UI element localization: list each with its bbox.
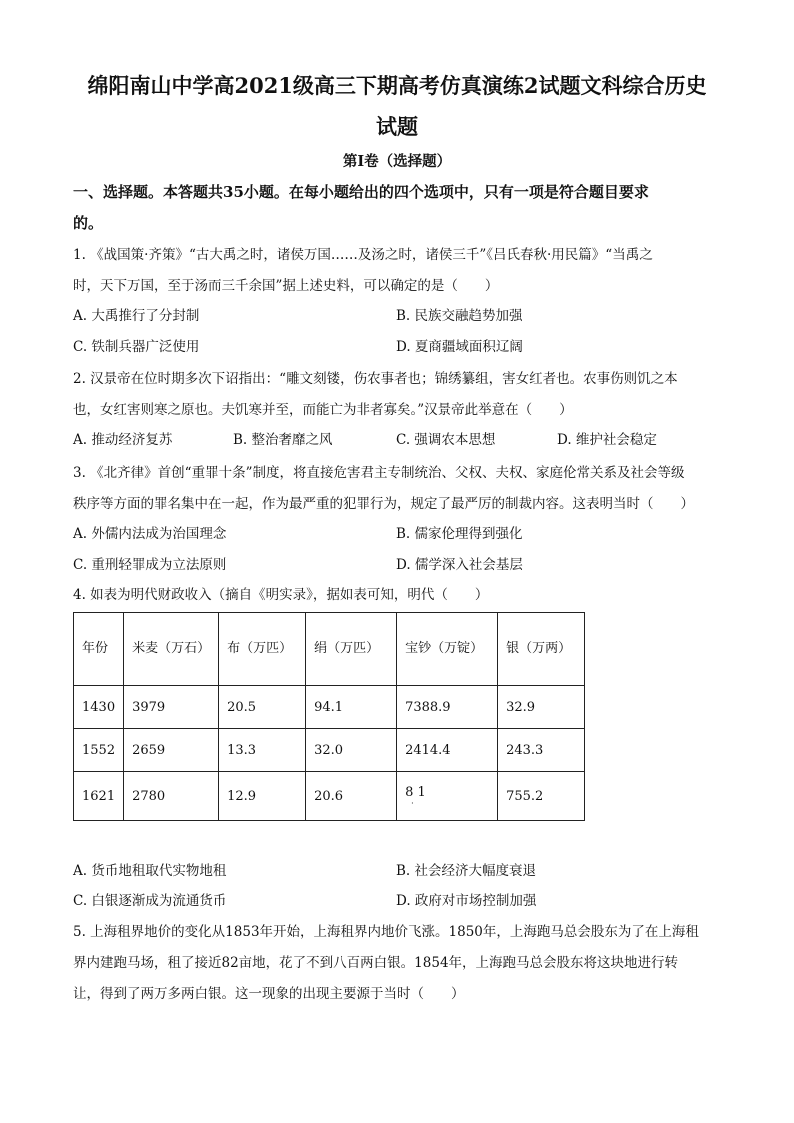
question-2-stem — [73, 364, 733, 426]
table-cell: 3979 — [124, 686, 219, 729]
table-cell: 2659 — [124, 729, 219, 772]
table-header-cell: 银（万两） — [498, 613, 585, 686]
question-2-line2: 也，女红害则寒之原也。夫饥寒并至，而能亡为非者寡矣。”汉景帝此举意在（ ） — [73, 402, 573, 418]
table-cell: 243.3 — [498, 729, 585, 772]
question-2-line1: 2. 汉景帝在位时期多次下诏指出：“雕文刻镂，伤农事者也；锦绣纂组，害女红者也。农事伤则饥之本 — [73, 371, 678, 387]
table-cell: 12.9 — [219, 772, 306, 821]
question-5-line3: 让，得到了两万多两白银。这一现象的出现主要源于当时（ ） — [73, 986, 465, 1002]
question-1-line2: 时，天下万国，至于汤而三千余国”据上述史料，可以确定的是（ ） — [73, 278, 499, 294]
table-cell: 2780 — [124, 772, 219, 821]
question-2-option-d[interactable]: D. 维护社会稳定 — [557, 432, 657, 448]
table-cell — [397, 772, 498, 821]
table-cell: 20.5 — [219, 686, 306, 729]
table-cell: 1621 — [74, 772, 124, 821]
question-3-option-a[interactable]: A. 外儒内法成为治国理念 — [73, 526, 227, 542]
table-cell: 2414.4 — [397, 729, 498, 772]
table-cell: 94.1 — [306, 686, 397, 729]
question-5-line2: 界内建跑马场，租了接近82亩地，花了不到八百两白银。1854年，上海跑马总会股东将这块地进行转 — [73, 955, 679, 971]
table-row — [74, 772, 585, 821]
question-1-option-a[interactable]: A. 大禹推行了分封制 — [73, 308, 200, 324]
table-cell: 1430 — [74, 686, 124, 729]
question-4-option-b[interactable]: B. 社会经济大幅度衰退 — [396, 863, 537, 879]
question-5-line1: 5. 上海租界地价的变化从1853年开始，上海租界内地价飞涨。1850年，上海跑马总会股东为了在上海租 — [73, 924, 699, 940]
question-4-option-a[interactable]: A. 货币地租取代实物地租 — [73, 863, 227, 879]
section-heading — [73, 177, 733, 239]
question-1-stem — [73, 240, 733, 302]
question-3-option-c[interactable]: C. 重刑轻罪成为立法原则 — [73, 557, 227, 573]
question-3-option-b[interactable]: B. 儒家伦理得到强化 — [396, 526, 523, 542]
revenue-table — [73, 612, 585, 821]
question-1-option-d[interactable]: D. 夏商疆域面积辽阔 — [396, 339, 523, 355]
table-header-cell: 布（万匹） — [219, 613, 306, 686]
table-cell: 32.9 — [498, 686, 585, 729]
table-row — [74, 729, 585, 772]
question-1-option-c[interactable]: C. 铁制兵器广泛使用 — [73, 339, 200, 355]
question-4-option-c[interactable]: C. 白银逐渐成为流通货币 — [73, 893, 227, 909]
question-2-option-a[interactable]: A. 推动经济复苏 — [73, 432, 173, 448]
table-cell: 13.3 — [219, 729, 306, 772]
table-cell: 1552 — [74, 729, 124, 772]
table-cell-text: 8 1 — [405, 784, 426, 800]
question-4-stem: 4. 如表为明代财政收入（摘自《明实录》，据如表可知，明代（ ） — [73, 587, 489, 603]
stray-dot-mark: · — [411, 798, 414, 808]
exam-title-line2: 试题 — [376, 114, 418, 139]
volume-subtitle: 第Ⅰ卷（选择题） — [342, 153, 452, 170]
question-2-option-b[interactable]: B. 整治奢靡之风 — [233, 432, 333, 448]
table-header-cell: 宝钞（万锭） — [397, 613, 498, 686]
question-3-option-d[interactable]: D. 儒学深入社会基层 — [396, 557, 523, 573]
question-3-stem — [73, 458, 733, 520]
table-cell: 20.6 — [306, 772, 397, 821]
question-1-line1: 1. 《战国策·齐策》“古大禹之时，诸侯万国……及汤之时，诸侯三千”《吕氏春秋·用民篇》“当禹之 — [73, 247, 653, 263]
table-cell: 755.2 — [498, 772, 585, 821]
table-cell: 7388.9 — [397, 686, 498, 729]
table-row — [74, 686, 585, 729]
exam-title-line1: 绵阳南山中学高2021级高三下期高考仿真演练2试题文科综合历史 — [87, 73, 707, 98]
table-header-row — [74, 613, 585, 686]
question-5-stem — [73, 917, 733, 1010]
question-1-option-b[interactable]: B. 民族交融趋势加强 — [396, 308, 523, 324]
table-header-cell: 年份 — [74, 613, 124, 686]
question-2-option-c[interactable]: C. 强调农本思想 — [396, 432, 496, 448]
section-heading-line2: 的。 — [73, 214, 104, 232]
question-4-option-d[interactable]: D. 政府对市场控制加强 — [396, 893, 537, 909]
question-3-line2: 秩序等方面的罪名集中在一起，作为最严重的犯罪行为，规定了最严厉的制裁内容。这表明当时（ ） — [73, 496, 694, 512]
section-heading-line1: 一、选择题。本答题共35小题。在每小题给出的四个选项中，只有一项是符合题目要求 — [73, 183, 649, 201]
table-cell: 32.0 — [306, 729, 397, 772]
table-header-cell: 绢（万匹） — [306, 613, 397, 686]
question-3-line1: 3. 《北齐律》首创“重罪十条”制度，将直接危害君主专制统治、父权、夫权、家庭伦常关系及社会等级 — [73, 465, 685, 481]
table-header-cell: 米麦（万石） — [124, 613, 219, 686]
